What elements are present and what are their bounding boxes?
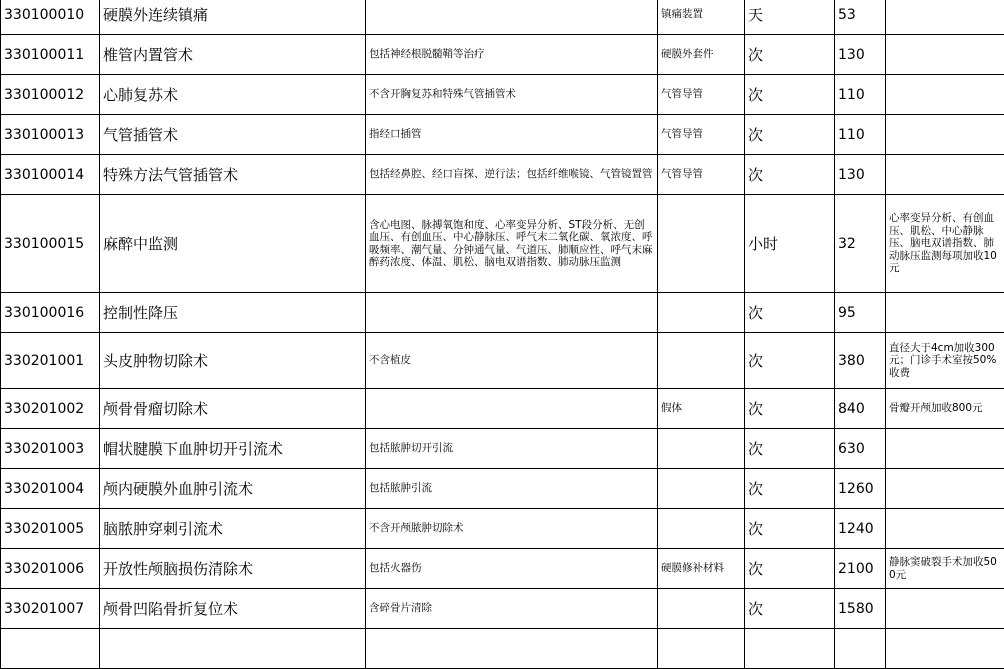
unit-cell: 天 (745, 0, 835, 35)
content-cell: 包括经鼻腔、经口盲探、逆行法；包括纤维喉镜、气管镜置管 (366, 155, 658, 195)
excluded-items-cell: 硬膜外套件 (658, 35, 745, 75)
excluded-items-cell: 镇痛装置 (658, 0, 745, 35)
content-cell (366, 293, 658, 333)
price-cell: 130 (835, 155, 886, 195)
content-cell: 不含植皮 (366, 333, 658, 389)
code-cell: 330100013 (1, 115, 100, 155)
unit-cell: 次 (745, 549, 835, 589)
table-body (1, 0, 1004, 669)
table-row (1, 293, 1004, 333)
price-cell: 110 (835, 75, 886, 115)
name-cell: 帽状腱膜下血肿切开引流术 (100, 429, 366, 469)
code-cell: 330100010 (1, 0, 100, 35)
name-cell: 开放性颅脑损伤清除术 (100, 549, 366, 589)
unit-cell: 次 (745, 429, 835, 469)
price-cell: 380 (835, 333, 886, 389)
price-cell: 1240 (835, 509, 886, 549)
code-cell: 330100014 (1, 155, 100, 195)
excluded-items-cell (658, 195, 745, 293)
note-cell (886, 75, 1004, 115)
name-cell: 控制性降压 (100, 293, 366, 333)
name-cell: 颅骨骨瘤切除术 (100, 389, 366, 429)
name-cell: 心肺复苏术 (100, 75, 366, 115)
content-cell: 含碎骨片清除 (366, 589, 658, 629)
note-cell (886, 293, 1004, 333)
table-row (1, 549, 1004, 589)
note-cell (886, 629, 1004, 669)
unit-cell: 次 (745, 389, 835, 429)
name-cell: 脑脓肿穿刺引流术 (100, 509, 366, 549)
note-cell: 直径大于4cm加收300元；门诊手术室按50%收费 (886, 333, 1004, 389)
excluded-items-cell: 硬膜修补材料 (658, 549, 745, 589)
excluded-items-cell: 气管导管 (658, 115, 745, 155)
unit-cell: 次 (745, 509, 835, 549)
content-cell: 含心电图、脉搏氧饱和度、心率变异分析、ST段分析、无创血压、有创血压、中心静脉压、呼气末二氧化碳、氧浓度、呼吸频率、潮气量、分钟通气量、气道压、肺顺应性、呼气末麻醉药浓度、体温、肌松、脑电双谱指数、肺动脉压监测 (366, 195, 658, 293)
note-cell: 骨瓣开颅加收800元 (886, 389, 1004, 429)
price-cell: 53 (835, 0, 886, 35)
unit-cell: 次 (745, 35, 835, 75)
table-row (1, 509, 1004, 549)
excluded-items-cell: 假体 (658, 389, 745, 429)
content-cell: 包括神经根脱髓鞘等治疗 (366, 35, 658, 75)
name-cell: 特殊方法气管插管术 (100, 155, 366, 195)
excluded-items-cell (658, 333, 745, 389)
price-cell: 32 (835, 195, 886, 293)
excluded-items-cell (658, 469, 745, 509)
unit-cell: 次 (745, 155, 835, 195)
content-cell (366, 389, 658, 429)
table-row (1, 429, 1004, 469)
price-cell: 2100 (835, 549, 886, 589)
excluded-items-cell (658, 589, 745, 629)
code-cell: 330100016 (1, 293, 100, 333)
unit-cell: 次 (745, 293, 835, 333)
excluded-items-cell (658, 293, 745, 333)
code-cell: 330100011 (1, 35, 100, 75)
price-cell: 630 (835, 429, 886, 469)
content-cell: 不含开颅脓肿切除术 (366, 509, 658, 549)
code-cell: 330201006 (1, 549, 100, 589)
table-row (1, 389, 1004, 429)
code-cell: 330201001 (1, 333, 100, 389)
price-cell: 130 (835, 35, 886, 75)
name-cell: 硬膜外连续镇痛 (100, 0, 366, 35)
unit-cell: 次 (745, 589, 835, 629)
note-cell (886, 589, 1004, 629)
table-row (1, 589, 1004, 629)
content-cell: 包括火器伤 (366, 549, 658, 589)
price-cell: 1580 (835, 589, 886, 629)
code-cell: 330201005 (1, 509, 100, 549)
content-cell: 包括脓肿切开引流 (366, 429, 658, 469)
note-cell: 静脉窦破裂手术加收500元 (886, 549, 1004, 589)
code-cell: 330100012 (1, 75, 100, 115)
excluded-items-cell: 气管导管 (658, 75, 745, 115)
table-row (1, 333, 1004, 389)
table-row (1, 469, 1004, 509)
price-cell: 95 (835, 293, 886, 333)
code-cell: 330201007 (1, 589, 100, 629)
unit-cell: 小时 (745, 195, 835, 293)
unit-cell: 次 (745, 333, 835, 389)
name-cell: 椎管内置管术 (100, 35, 366, 75)
name-cell (100, 629, 366, 669)
note-cell (886, 509, 1004, 549)
unit-cell: 次 (745, 75, 835, 115)
name-cell: 颅内硬膜外血肿引流术 (100, 469, 366, 509)
name-cell: 颅骨凹陷骨折复位术 (100, 589, 366, 629)
table-row (1, 155, 1004, 195)
unit-cell: 次 (745, 115, 835, 155)
excluded-items-cell (658, 429, 745, 469)
price-cell (835, 629, 886, 669)
price-cell: 110 (835, 115, 886, 155)
code-cell (1, 629, 100, 669)
code-cell: 330100015 (1, 195, 100, 293)
content-cell: 不含开胸复苏和特殊气管插管术 (366, 75, 658, 115)
note-cell (886, 429, 1004, 469)
table-row (1, 0, 1004, 35)
table-row (1, 35, 1004, 75)
name-cell: 气管插管术 (100, 115, 366, 155)
code-cell: 330201003 (1, 429, 100, 469)
content-cell (366, 0, 658, 35)
note-cell (886, 115, 1004, 155)
table-row (1, 115, 1004, 155)
table-row (1, 75, 1004, 115)
unit-cell: 次 (745, 469, 835, 509)
table-row (1, 629, 1004, 669)
code-cell: 330201004 (1, 469, 100, 509)
content-cell (366, 629, 658, 669)
code-cell: 330201002 (1, 389, 100, 429)
price-cell: 840 (835, 389, 886, 429)
content-cell: 指经口插管 (366, 115, 658, 155)
note-cell: 心率变异分析、有创血压、肌松、中心静脉压、脑电双谱指数、肺动脉压监测每项加收10元 (886, 195, 1004, 293)
excluded-items-cell (658, 629, 745, 669)
name-cell: 头皮肿物切除术 (100, 333, 366, 389)
note-cell (886, 469, 1004, 509)
note-cell (886, 35, 1004, 75)
note-cell (886, 155, 1004, 195)
name-cell: 麻醉中监测 (100, 195, 366, 293)
unit-cell (745, 629, 835, 669)
excluded-items-cell: 气管导管 (658, 155, 745, 195)
table-row (1, 195, 1004, 293)
note-cell (886, 0, 1004, 35)
price-cell: 1260 (835, 469, 886, 509)
excluded-items-cell (658, 509, 745, 549)
content-cell: 包括脓肿引流 (366, 469, 658, 509)
